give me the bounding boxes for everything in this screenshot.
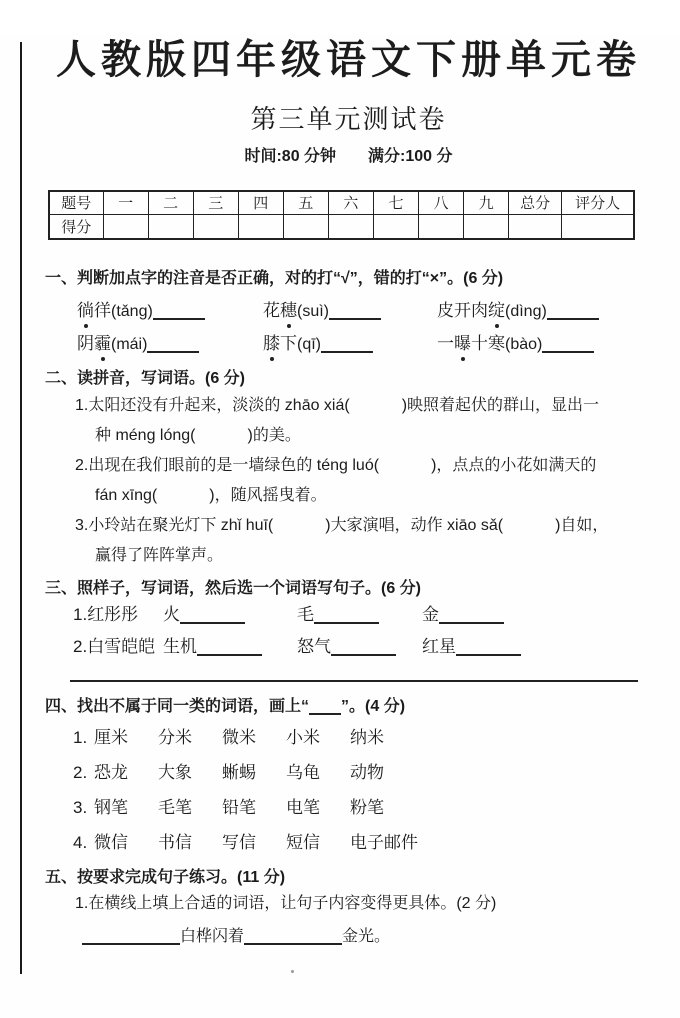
scan-speck — [291, 970, 294, 973]
answer-blank — [147, 336, 199, 353]
q1-row-2 — [45, 332, 652, 365]
q3-fill-2 — [297, 633, 422, 665]
word-option: 蜥蜴 — [222, 763, 256, 782]
dotted-char: 徜 — [77, 299, 94, 323]
answer-blank — [244, 929, 342, 945]
score-cell — [193, 214, 238, 239]
pinyin-label: (qī) — [297, 336, 321, 353]
q5-heading: 五、按要求完成句子练习。(11 分) — [45, 869, 286, 886]
q3-heading: 三、照样子，写词语，然后选一个词语写句子。(6 分) — [45, 580, 422, 597]
score-table-header-row — [49, 191, 634, 214]
item-number: 1. — [73, 605, 88, 624]
q1-item-xixia — [263, 332, 437, 357]
word-option: 书信 — [158, 833, 192, 852]
answer-blank — [547, 303, 599, 320]
q4-row-2 — [45, 755, 652, 790]
question-col-9: 九 — [464, 191, 509, 214]
word-option: 铅笔 — [222, 798, 256, 817]
word-post: 徉 — [94, 301, 111, 320]
q1-item-yinmai — [77, 332, 263, 357]
q2-item3-line2 — [45, 541, 652, 571]
word-option: 小米 — [286, 728, 320, 747]
q2-item1-line2 — [45, 421, 652, 451]
answer-blank — [197, 639, 262, 656]
answer-blank — [331, 639, 396, 656]
score-cell — [328, 214, 373, 239]
word-pre: 阴 — [77, 334, 94, 353]
q3-fill-3 — [422, 633, 652, 665]
sentence-text: )，点点的小花如满天的 — [431, 457, 597, 474]
word-option: 电子邮件 — [350, 833, 418, 852]
question-col-7: 七 — [373, 191, 418, 214]
word-option: 钢笔 — [94, 798, 128, 817]
word-option: 乌龟 — [286, 763, 320, 782]
pinyin-label: (suì) — [297, 303, 329, 320]
full-score-label: 满分:100 分 — [368, 148, 453, 165]
sentence-text: 种 méng lóng( — [95, 427, 196, 444]
sentence-text: 金光。 — [342, 928, 391, 945]
sentence-text: )自如， — [555, 517, 609, 534]
answer-blank — [321, 336, 373, 353]
dotted-char: 曝 — [454, 332, 471, 356]
answer-blank — [439, 607, 504, 624]
total-score-header: 总分 — [509, 191, 562, 214]
item-number: 3. — [73, 798, 88, 817]
q3-example — [73, 601, 163, 633]
pinyin-label: (bào) — [505, 336, 543, 353]
heading-text: 四、找出不属于同一类的词语，画上“ — [45, 698, 310, 715]
answer-blank — [329, 303, 381, 320]
sentence-text: )映照着起伏的群山，显出一 — [401, 397, 600, 414]
stem-word: 毛 — [297, 605, 314, 624]
example-word: 白雪皑皑 — [87, 637, 156, 656]
word-option: 微米 — [222, 728, 256, 747]
time-label: 时间:80 分钟 — [244, 148, 337, 165]
q1-heading: 一、判断加点字的注音是否正确，对的打“√”，错的打“×”。(6 分) — [45, 270, 504, 287]
answer-blank — [314, 607, 379, 624]
section-divider-line — [70, 680, 638, 682]
answer-blank — [82, 929, 180, 945]
sentence-text: )，随风摇曳着。 — [209, 487, 327, 504]
score-table-score-row — [49, 214, 634, 239]
exam-meta — [45, 146, 652, 168]
word-option: 纳米 — [350, 728, 384, 747]
item-number: 1. — [73, 728, 88, 747]
word-option: 写信 — [222, 833, 256, 852]
score-cell — [464, 214, 509, 239]
word-pre: 花 — [263, 301, 280, 320]
score-cell — [562, 214, 634, 239]
stem-word: 怒气 — [297, 637, 331, 656]
page-subtitle: 第三单元测试卷 — [250, 104, 447, 134]
item-number: 4. — [73, 833, 88, 852]
heading-text: ”。(4 分) — [341, 698, 406, 715]
sentence-text: fán xīng( — [95, 487, 158, 504]
answer-blank — [180, 607, 245, 624]
word-option: 粉笔 — [350, 798, 384, 817]
word-option: 厘米 — [94, 728, 128, 747]
q1-item-pikairouzhan — [437, 299, 652, 324]
item-number: 3. — [75, 517, 89, 534]
page-title: 人教版四年级语文下册单元卷 — [56, 38, 641, 82]
score-cell — [373, 214, 418, 239]
stem-word: 火 — [163, 605, 180, 624]
question-col-1: 一 — [103, 191, 148, 214]
grader-header: 评分人 — [562, 191, 634, 214]
question-number-header: 题号 — [49, 191, 103, 214]
test-paper-sheet — [0, 34, 680, 1018]
underline-mark-blank — [309, 699, 341, 715]
score-cell — [419, 214, 464, 239]
item-number: 2. — [73, 637, 88, 656]
answer-blank — [153, 303, 205, 320]
q2-item2-line1 — [45, 451, 652, 481]
score-row-label: 得分 — [49, 214, 103, 239]
q2-item3-line1 — [45, 511, 652, 541]
sentence-text: 太阳还没有升起来，淡淡的 zhāo xiá( — [88, 397, 350, 414]
q1-row-1 — [45, 299, 652, 332]
q2-heading: 二、读拼音，写词语。(6 分) — [45, 370, 246, 387]
q3-row-1 — [45, 601, 652, 633]
item-number: 2. — [73, 763, 88, 782]
answer-blank — [542, 336, 594, 353]
word-option: 毛笔 — [158, 798, 192, 817]
answer-blank — [456, 639, 521, 656]
word-option: 分米 — [158, 728, 192, 747]
stem-word: 生机 — [163, 637, 197, 656]
q3-fill-3 — [422, 601, 652, 633]
item-number: 2. — [75, 457, 89, 474]
q3-fill-2 — [297, 601, 422, 633]
pinyin-label: (dìng) — [505, 303, 547, 320]
word-option: 微信 — [94, 833, 128, 852]
word-option: 大象 — [158, 763, 192, 782]
question-col-6: 六 — [328, 191, 373, 214]
q1-item-huasui — [263, 299, 437, 324]
q1-item-yipushihan — [437, 332, 652, 357]
sentence-text: 出现在我们眼前的是一墙绿色的 téng luó( — [88, 457, 380, 474]
word-option: 短信 — [286, 833, 320, 852]
q3-row-2 — [45, 633, 652, 665]
question-col-8: 八 — [419, 191, 464, 214]
word-option: 动物 — [350, 763, 384, 782]
left-margin-rule — [20, 42, 22, 974]
q5-sub-instruction: 1.在横线上填上合适的词语，让句子内容变得更具体。(2 分) — [75, 895, 497, 912]
score-cell — [509, 214, 562, 239]
sentence-text: 赢得了阵阵掌声。 — [95, 547, 224, 564]
q2-item1-line1 — [45, 391, 652, 421]
q5-fill-sentence — [45, 922, 652, 952]
question-col-5: 五 — [283, 191, 328, 214]
q4-row-4 — [45, 825, 652, 860]
item-number: 1. — [75, 397, 89, 414]
score-cell — [103, 214, 148, 239]
paper-content — [0, 34, 680, 952]
word-pre: 皮开肉 — [437, 301, 488, 320]
score-cell — [283, 214, 328, 239]
sentence-text: )大家演唱，动作 xiāo sǎ( — [325, 517, 504, 534]
dotted-char: 穗 — [280, 299, 297, 323]
stem-word: 金 — [422, 605, 439, 624]
sentence-text: 白桦闪着 — [180, 928, 245, 945]
sentence-text: 小玲站在聚光灯下 zhǐ huī( — [88, 517, 274, 534]
question-col-3: 三 — [193, 191, 238, 214]
question-col-2: 二 — [148, 191, 193, 214]
word-post: 十寒 — [471, 334, 505, 353]
word-pre: 一 — [437, 334, 454, 353]
score-cell — [148, 214, 193, 239]
q4-row-3 — [45, 790, 652, 825]
q3-fill-1 — [163, 633, 297, 665]
question-col-4: 四 — [238, 191, 283, 214]
dotted-char: 膝 — [263, 332, 280, 356]
score-table — [48, 190, 635, 240]
q4-heading — [45, 694, 652, 720]
dotted-char: 霾 — [94, 332, 111, 356]
example-word: 红彤彤 — [87, 605, 139, 624]
q4-row-1 — [45, 720, 652, 755]
word-post: 下 — [280, 334, 297, 353]
q3-example — [73, 633, 163, 665]
q3-fill-1 — [163, 601, 297, 633]
pinyin-label: (mái) — [111, 336, 148, 353]
score-cell — [238, 214, 283, 239]
stem-word: 红星 — [422, 637, 456, 656]
q1-item-changyang — [77, 299, 263, 324]
q2-item2-line2 — [45, 481, 652, 511]
word-option: 恐龙 — [94, 763, 128, 782]
dotted-char: 绽 — [488, 299, 505, 323]
pinyin-label: (tǎng) — [111, 303, 153, 320]
sentence-text: )的美。 — [247, 427, 301, 444]
word-option: 电笔 — [286, 798, 320, 817]
